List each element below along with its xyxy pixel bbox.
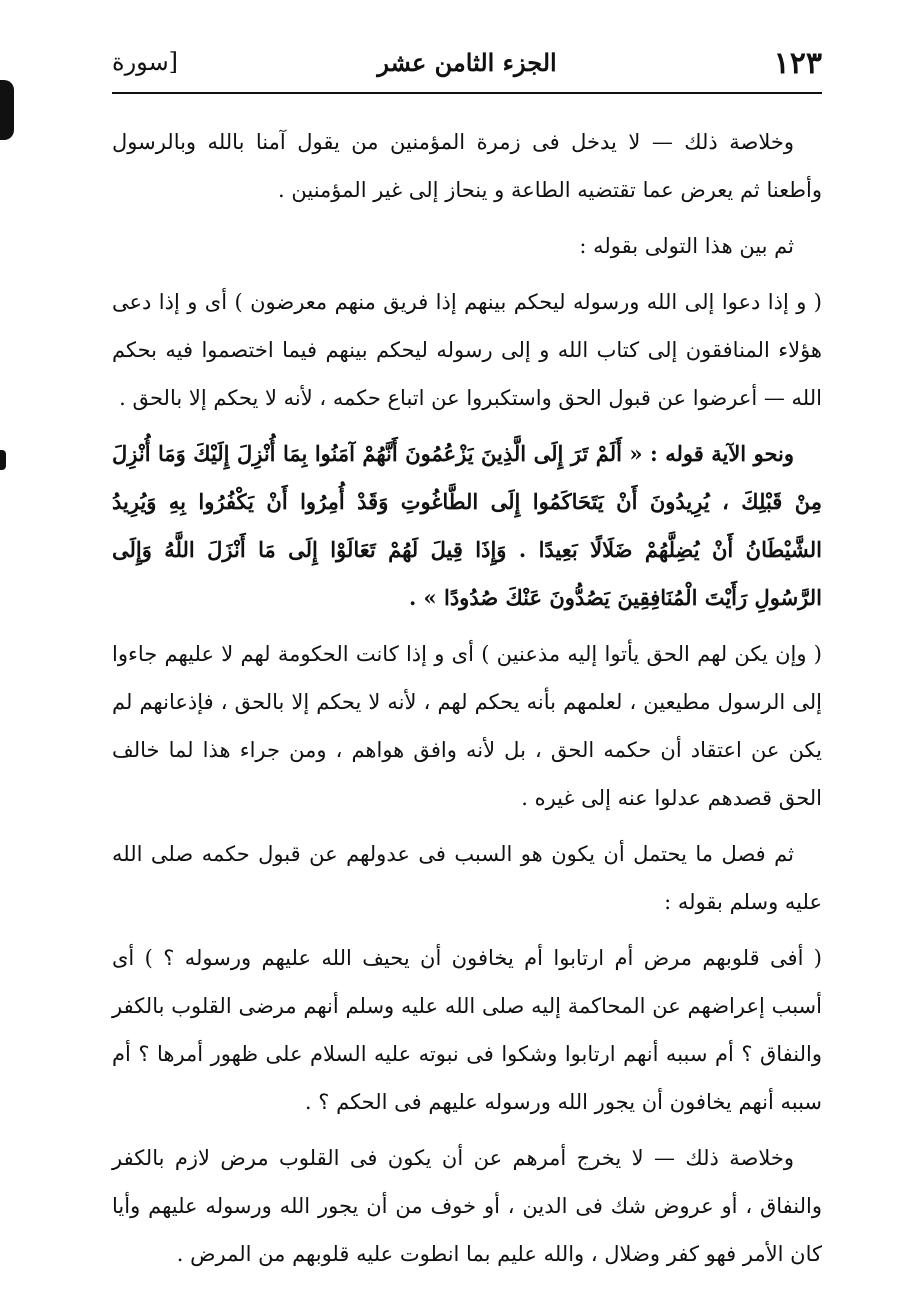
paragraph-transition-1: ثم بين هذا التولى بقوله :	[579, 234, 794, 258]
binding-mark-small	[0, 450, 6, 470]
page-body	[112, 118, 822, 1286]
paragraph-verse-49: ( وإن يكن لهم الحق يأتوا إليه مذعنين ) أى و إذا كانت الحكومة لهم لا عليهم جاءوا إلى الرسول مطيعين ، لعلمهم بأنه يحكم لهم ، لأنه لا يحكم إلا بالحق ، فإذعانهم لم يكن عن اعتقاد أن حكمه الحق ، بل لأنه وافق هواهم ، ومن جراء هذا لما خالف الحق قصدهم عدلوا عنه إلى غيره .	[112, 642, 822, 810]
paragraph-summary-2: وخلاصة ذلك — لا يخرج أمرهم عن أن يكون فى القلوب مرض لازم بالكفر والنفاق ، أو عروض شك فى الدين ، أو خوف من أن يجور الله ورسوله عليهم وأيا كان الأمر فهو كفر وضلال ، والله عليم بما انطوت عليه قلوبهم من المرض .	[112, 1146, 822, 1266]
paragraph-quoted-verse: ونحو الآية قوله : « أَلَمْ تَرَ إِلَى الَّذِينَ يَزْعُمُونَ أَنَّهُمْ آمَنُوا بِمَا أُنْزِلَ إِلَيْكَ وَمَا أُنْزِلَ مِنْ قَبْلِكَ ، يُرِيدُونَ أَنْ يَتَحَاكَمُوا إِلَى الطَّاغُوتِ وَقَدْ أُمِرُوا أَنْ يَكْفُرُوا بِهِ وَيُرِيدُ الشَّيْطَانُ أَنْ يُضِلَّهُمْ ضَلَالًا بَعِيدًا . وَإِذَا قِيلَ لَهُمْ تَعَالَوْا إِلَى مَا أَنْزَلَ اللَّهُ وَإِلَى الرَّسُولِ رَأَيْتَ الْمُنَافِقِينَ يَصُدُّونَ عَنْكَ صُدُودًا » .	[112, 441, 822, 610]
page-number: ١٢٣	[773, 46, 822, 81]
paragraph-summary-1: وخلاصة ذلك — لا يدخل فى زمرة المؤمنين من يقول آمنا بالله وبالرسول وأطعنا ثم يعرض عما تقتضيه الطاعة و ينحاز إلى غير المؤمنين .	[112, 130, 822, 202]
header-divider	[112, 92, 822, 94]
part-title: الجزء الثامن عشر	[377, 48, 557, 77]
surah-label: [سورة	[112, 48, 179, 76]
paragraph-verse-48: ( و إذا دعوا إلى الله ورسوله ليحكم بينهم إذا فريق منهم معرضون ) أى و إذا دعى هؤلاء المنافقون إلى كتاب الله و إلى رسوله ليحكم بينهم فيما اختصموا فيه بحكم الله — أعرضوا عن قبول الحق واستكبروا عن اتباع حكمه ، لأنه لا يحكم إلا بالحق .	[112, 290, 822, 410]
page-header	[112, 40, 822, 90]
binding-mark	[0, 80, 14, 140]
paragraph-verse-50: ( أفى قلوبهم مرض أم ارتابوا أم يخافون أن يحيف الله عليهم ورسوله ؟ ) أى أسبب إعراضهم عن المحاكمة إليه صلى الله عليه وسلم أنهم مرضى القلوب بالكفر والنفاق ؟ أم سببه أنهم ارتابوا وشكوا فى نبوته عليه السلام على ظهور أمرها ؟ أم سببه أنهم يخافون أن يجور الله ورسوله عليهم فى الحكم ؟ .	[112, 946, 822, 1114]
paragraph-transition-2: ثم فصل ما يحتمل أن يكون هو السبب فى عدولهم عن قبول حكمه صلى الله عليه وسلم بقوله :	[112, 842, 822, 914]
